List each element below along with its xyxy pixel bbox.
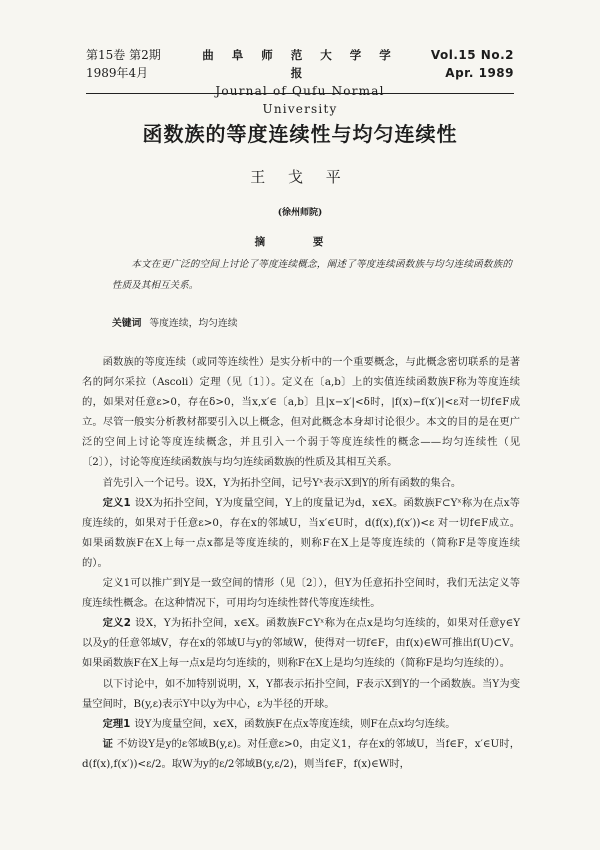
author-name: 王 戈 平 <box>250 168 350 186</box>
header-date: 1989年4月 <box>86 66 149 80</box>
abstract-heading: 摘 要 <box>254 236 346 248</box>
theorem-1-label: 定理1 <box>102 717 131 730</box>
proof <box>82 734 520 774</box>
author-affiliation: (徐州师院) <box>277 208 323 218</box>
header-month-year: Apr. 1989 <box>445 66 514 80</box>
extension-paragraph: 定义1可以推广到Y是一致空间的情形（见〔2〕），但Y为任意拓扑空间时，我们无法定义等度连续性概念。在这种情况下，可用均匀连续性替代等度连续性。 <box>82 577 520 610</box>
header-volume-date <box>86 46 196 82</box>
running-header <box>86 46 514 116</box>
header-journal-name <box>196 46 404 118</box>
header-vol-number: Vol.15 No.2 <box>430 48 514 62</box>
main-body <box>82 352 520 774</box>
header-volume: 第15卷 第2期 <box>86 48 161 62</box>
definition-2 <box>82 613 520 673</box>
definition-2-label: 定义2 <box>102 617 131 630</box>
keywords-text: 等度连续，均匀连续 <box>149 318 238 329</box>
convention-paragraph: 以下讨论中，如不加特别说明，X，Y都表示拓扑空间，F表示X到Y的一个函数族。当Y为变量空间时，B(y,ε)表示Y中以y为中心，ε为半径的开球。 <box>82 677 520 710</box>
keywords <box>112 315 512 329</box>
theorem-1 <box>82 714 520 734</box>
header-vol-no <box>404 46 514 82</box>
definition-1-text: 设X为拓扑空间，Y为度量空间，Y上的度量记为d，x∈X。函数族F⊂Yˣ称为在点x等度连续的，如果对于任意ε>0，存在x的邻域U，当x′∈U时，d(f(x),f(x′))<ε 对一切f∈F成立。如果函数族F在X上每一点x都是等度连续的，则称F在X上是等度连续的（简称F是等度连续的）。 <box>82 496 520 569</box>
proof-text: 不妨设Y是y的ε邻域B(y,ε)。对任意ε>0，由定义1，存在x的邻域U，当f∈F，x′∈U时，d(f(x),f(x′))<ε/2。取W为y的ε/2邻域B(y,ε/2)，则当f∈F，f(x)∈W时， <box>82 737 520 770</box>
abstract-text: 本文在更广泛的空间上讨论了等度连续概念，阐述了等度连续函数族与均匀连续函数族的性质及其相互关系。 <box>112 259 512 291</box>
header-journal-cn: 曲 阜 师 范 大 学 学 报 <box>202 48 398 80</box>
theorem-1-text: 设Y为度量空间，x∈X，函数族F在点x等度连续，则F在点x均匀连续。 <box>134 717 456 730</box>
paper-title: 函数族的等度连续性与均匀连续性 <box>142 122 458 146</box>
keywords-label: 关键词 <box>112 318 142 329</box>
header-journal-en: Journal of Qufu Normal University <box>215 84 385 116</box>
proof-label: 证 <box>102 737 114 750</box>
intro-paragraph: 函数族的等度连续（或同等连续性）是实分析中的一个重要概念，与此概念密切联系的是著名的阿尔采拉（Ascoli）定理（见〔1〕）。定义在〔a,b〕上的实值连续函数族F称为等度连续的，如果对任意ε>0，存在δ>0，当x,x′∈〔a,b〕且|x−x′|<δ时，|f(x)−f(x′)|<ε对一切f∈F成立。尽管一般实分析教材都要引入以上概念，但对此概念本身却讨论很少。本文的目的是在更广泛的空间上讨论等度连续概念，并且引入一个弱于等度连续性的概念——均匀连续性（见〔2〕），讨论等度连续函数族与均匀连续函数族的性质及其相互关系。 <box>82 356 520 469</box>
definition-1 <box>82 493 520 573</box>
definition-1-label: 定义1 <box>102 496 131 509</box>
notation-paragraph: 首先引入一个记号。设X，Y为拓扑空间，记号Yˣ表示X到Y的所有函数的集合。 <box>102 476 462 489</box>
header-rule <box>86 93 514 94</box>
definition-2-text: 设X，Y为拓扑空间，x∈X。函数族F⊂Yˣ称为在点x是均匀连续的，如果对任意y∈Y以及y的任意邻域V，存在x的邻域U与y的邻域W，使得对一切f∈F，由f(x)∈W可推出f(U)⊂V。如果函数族F在X上每一点x是均匀连续的，则称F在X上是均匀连续的（简称F是均匀连续的）。 <box>82 617 520 670</box>
